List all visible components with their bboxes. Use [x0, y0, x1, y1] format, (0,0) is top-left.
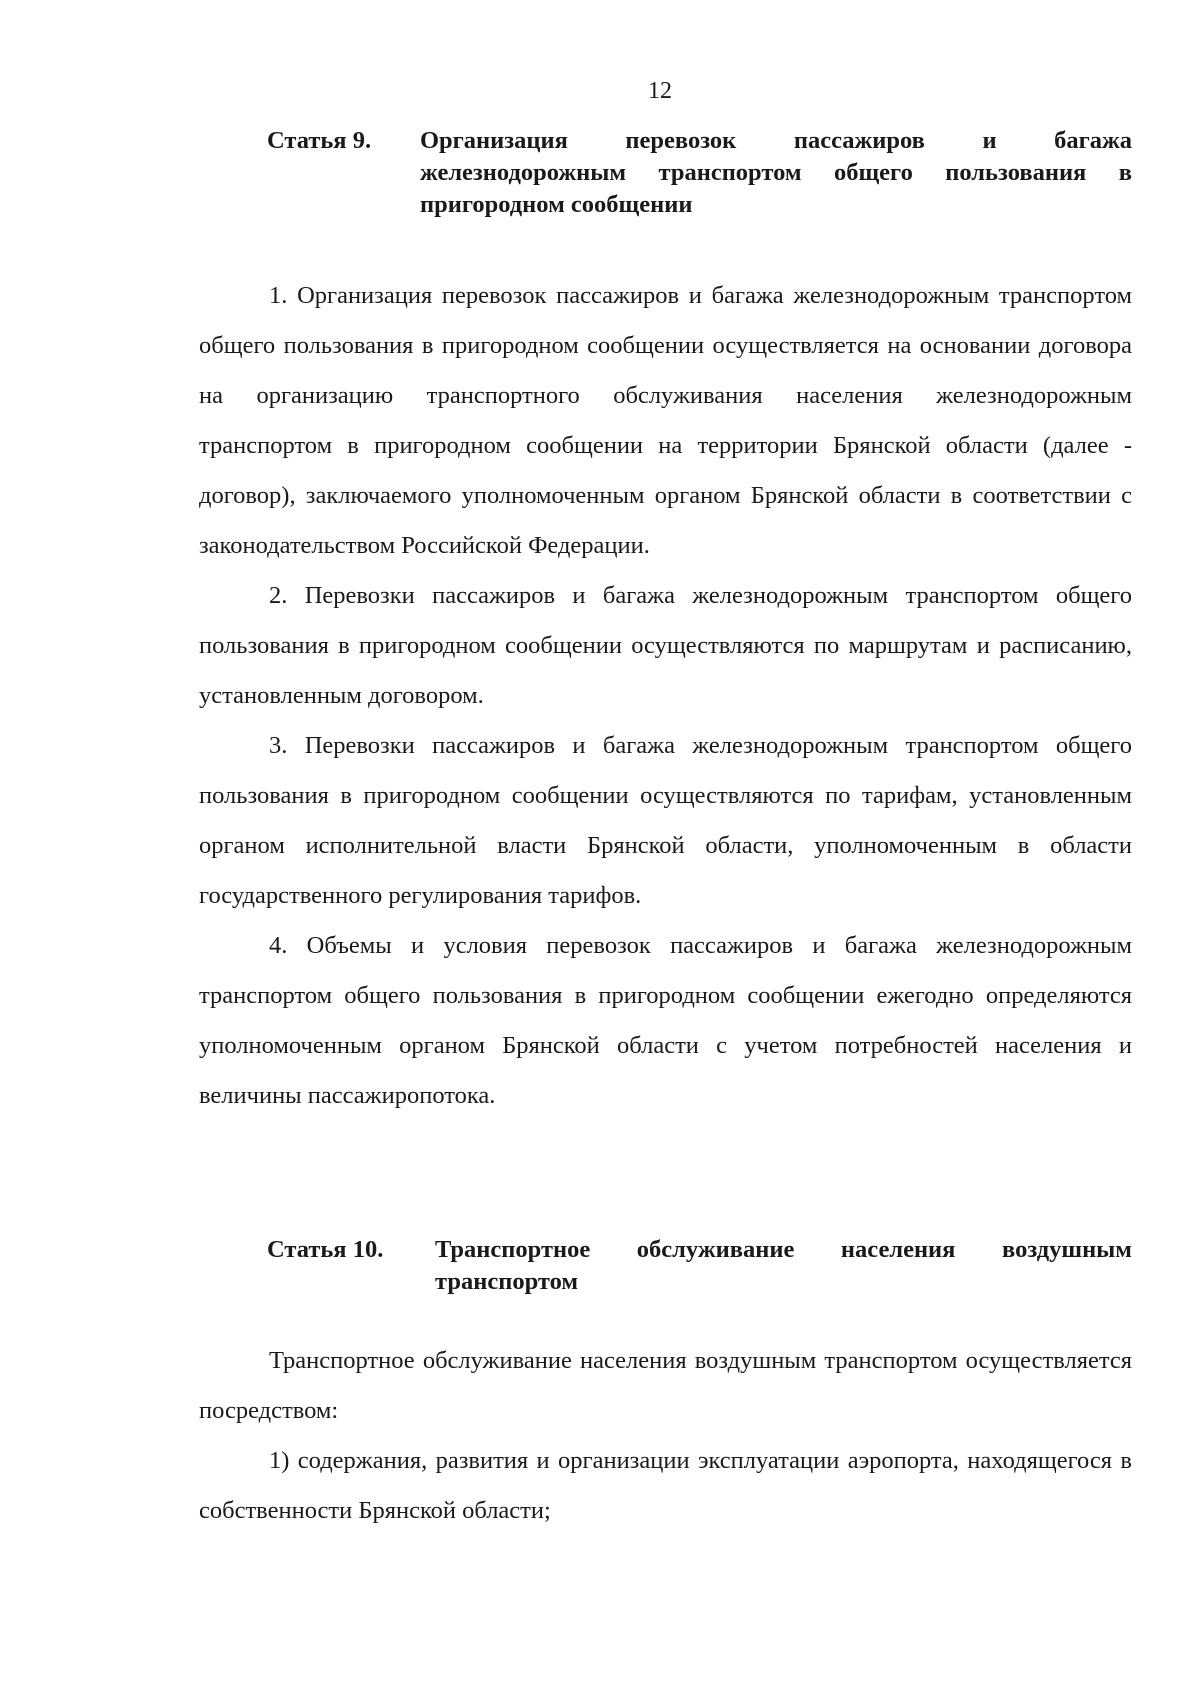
article-9-body: [199, 271, 1132, 1121]
article-10-paragraph-2: 1) содержания, развития и организации эксплуатации аэропорта, находящегося в собственности Брянской области;: [199, 1447, 1132, 1524]
article-9-paragraph-4: 4. Объемы и условия перевозок пассажиров и багажа железнодорожным транспортом общего пользования в пригородном сообщении ежегодно определяются уполномоченным органом Брянской области с учетом потребностей населения и величины пассажиропотока.: [199, 932, 1132, 1109]
article-10-label: Статья 10.: [267, 1236, 384, 1263]
article-10-title: Транспортное обслуживание населения воздушным транспортом: [435, 1236, 1132, 1295]
page-number: 12: [648, 78, 672, 104]
article-9-title: Организация перевозок пассажиров и багажа железнодорожным транспортом общего пользования в пригородном сообщении: [420, 127, 1132, 218]
article-10-paragraph-1: Транспортное обслуживание населения воздушным транспортом осуществляется посредством:: [199, 1347, 1132, 1424]
article-9-paragraph-1: 1. Организация перевозок пассажиров и багажа железнодорожным транспортом общего пользования в пригородном сообщении осуществляется на основании договора на организацию транспортного обслуживания населения железнодорожным транспортом в пригородном сообщении на территории Брянской области (далее - договор), заключаемого уполномоченным органом Брянской области в соответствии с законодательством Российской Федерации.: [199, 282, 1132, 559]
article-9-paragraph-3: 3. Перевозки пассажиров и багажа железнодорожным транспортом общего пользования в пригородном сообщении осуществляются по тарифам, установленным органом исполнительной власти Брянской области, уполномоченным в области государственного регулирования тарифов.: [199, 732, 1132, 909]
article-9-label: Статья 9.: [267, 127, 372, 154]
article-10-heading: [267, 1234, 1132, 1298]
article-9-heading: [267, 125, 1132, 221]
article-9-paragraph-2: 2. Перевозки пассажиров и багажа железнодорожным транспортом общего пользования в пригородном сообщении осуществляются по маршрутам и расписанию, установленным договором.: [199, 582, 1132, 709]
article-10-body: [199, 1336, 1132, 1536]
